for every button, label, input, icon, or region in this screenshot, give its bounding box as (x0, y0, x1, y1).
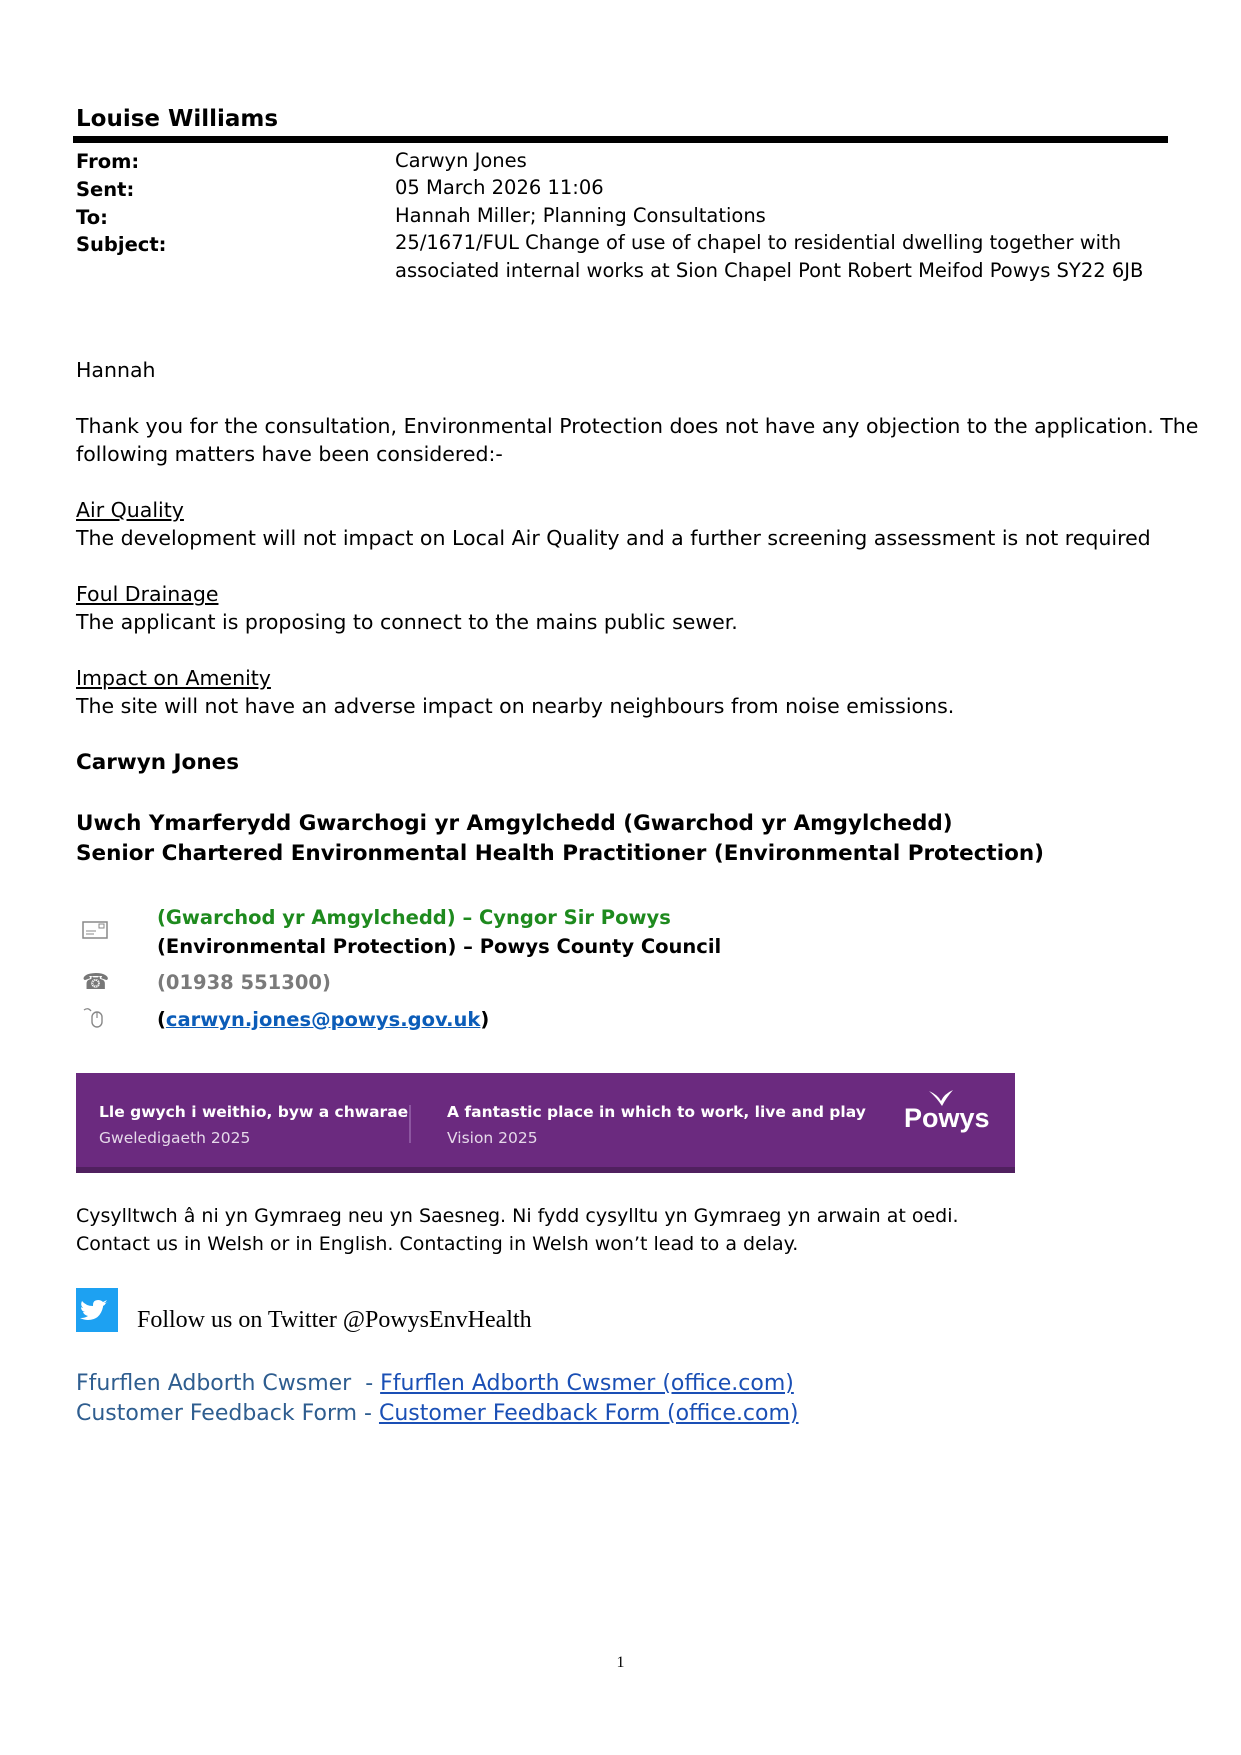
powys-logo: Powys (904, 1103, 990, 1133)
greeting: Hannah (76, 358, 156, 382)
phone-number: (01938 551300) (157, 971, 331, 994)
subject-line-2: associated internal works at Sion Chapel Pont Robert Meifod Powys SY22 6JB (395, 259, 1144, 282)
feedback-welsh-row (76, 1371, 794, 1396)
intro-line-1: Thank you for the consultation, Environmental Protection does not have any objection to the application. The (76, 414, 1199, 438)
banner-welsh-vision: Gweledigaeth 2025 (99, 1129, 251, 1147)
sent-value: 05 March 2026 11:06 (395, 176, 604, 199)
to-value: Hannah Miller; Planning Consultations (395, 204, 766, 227)
signature-title-english: Senior Chartered Environmental Health Practitioner (Environmental Protection) (76, 841, 1044, 866)
to-label: To: (76, 206, 108, 229)
section-heading-air-quality: Air Quality (76, 498, 184, 522)
feedback-welsh-link[interactable]: Ffurflen Adborth Cwsmer (office.com) (380, 1371, 794, 1396)
email-link[interactable]: carwyn.jones@powys.gov.uk (165, 1008, 481, 1031)
banner-english-slogan: A fantastic place in which to work, live and play (447, 1103, 866, 1121)
header-rule (73, 136, 1168, 143)
signature-title-welsh: Uwch Ymarferydd Gwarchogi yr Amgylchedd (Gwarchod yr Amgylchedd) (76, 811, 953, 836)
from-label: From: (76, 150, 140, 173)
subject-label: Subject: (76, 233, 167, 256)
banner-english-vision: Vision 2025 (447, 1129, 538, 1147)
subject-line-1: 25/1671/FUL Change of use of chapel to residential dwelling together with (395, 231, 1122, 254)
feedback-english-row (76, 1401, 799, 1426)
document-owner: Louise Williams (76, 106, 279, 132)
phone-icon: ☎ (82, 970, 110, 995)
from-value: Carwyn Jones (395, 149, 527, 172)
sent-label: Sent: (76, 178, 135, 201)
page-number: 1 (616, 1654, 625, 1671)
section-heading-amenity: Impact on Amenity (76, 666, 271, 690)
feedback-english-link[interactable]: Customer Feedback Form (office.com) (378, 1401, 799, 1426)
banner-divider (409, 1105, 411, 1143)
email-line (157, 1008, 489, 1031)
twitter-icon[interactable] (76, 1288, 118, 1332)
language-english: Contact us in Welsh or in English. Contacting in Welsh won’t lead to a delay. (76, 1233, 799, 1255)
department-english: (Environmental Protection) – Powys County Council (157, 935, 722, 958)
banner-welsh-slogan: Lle gwych i weithio, byw a chwarae (99, 1103, 409, 1121)
section-heading-foul-drainage: Foul Drainage (76, 582, 219, 606)
department-welsh: (Gwarchod yr Amgylchedd) – Cyngor Sir Powys (157, 906, 671, 929)
feedback-english-label: Customer Feedback Form - (76, 1401, 379, 1426)
intro-line-2: following matters have been considered:- (76, 442, 503, 466)
signature-name: Carwyn Jones (76, 750, 240, 775)
feedback-welsh-label: Ffurflen Adborth Cwsmer - (76, 1371, 381, 1396)
email-close-paren: ) (480, 1008, 490, 1031)
envelope-icon (82, 920, 112, 944)
section-text-air-quality: The development will not impact on Local Air Quality and a further screening assessment is not required (76, 526, 1151, 550)
mouse-icon (82, 1007, 112, 1031)
section-text-foul-drainage: The applicant is proposing to connect to the mains public sewer. (76, 610, 738, 634)
email-open-paren: ( (157, 1008, 166, 1031)
twitter-follow-text: Follow us on Twitter @PowysEnvHealth (137, 1307, 532, 1333)
vision-banner (76, 1073, 1015, 1173)
section-text-amenity: The site will not have an adverse impact on nearby neighbours from noise emissions. (76, 694, 955, 718)
language-welsh: Cysylltwch â ni yn Gymraeg neu yn Saesneg. Ni fydd cysylltu yn Gymraeg yn arwain at oedi. (76, 1205, 959, 1227)
